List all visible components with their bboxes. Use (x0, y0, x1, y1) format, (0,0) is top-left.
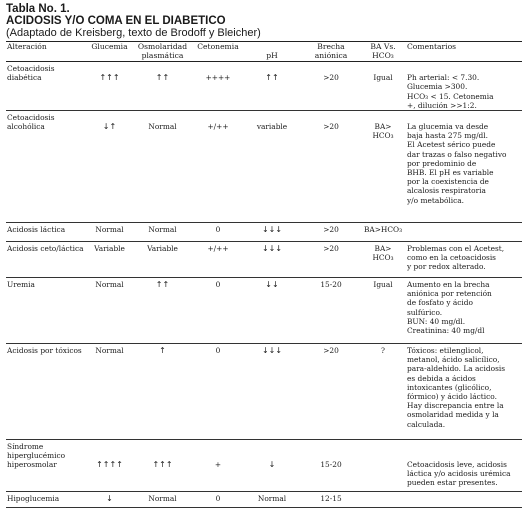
table-row (6, 111, 522, 223)
cell-ph: Normal (242, 492, 302, 508)
cell-alteracion: Acidosis por tóxicos (6, 344, 88, 440)
cell-alteracion: Acidosis ceto/láctica (6, 242, 88, 278)
header-cetonemia: Cetonemia (194, 42, 242, 62)
cell-cetonemia: 0 (194, 278, 242, 344)
cell-ph: ↓↓ (242, 278, 302, 344)
cell-glucemia: ↑↑↑ (88, 62, 131, 111)
cell-brecha: >20 (302, 223, 360, 242)
cell-brecha: >20 (302, 62, 360, 111)
cell-glucemia: Normal (88, 223, 131, 242)
header-brecha: Brecha aniónica (302, 42, 360, 62)
cell-ba: BA>HCO₃ (360, 223, 406, 242)
cell-comentarios: Cetoacidosis leve, acidosis láctica y/o acidosis urémica pueden estar presentes. (406, 440, 522, 492)
cell-cetonemia: 0 (194, 344, 242, 440)
cell-comentarios: Ph arterial: < 7.30. Glucemia >300. HCO₃ < 15. Cetonemia +, dilución >>1:2. (406, 62, 522, 111)
cell-glucemia: ↑↑↑↑ (88, 440, 131, 492)
table-row (6, 344, 522, 440)
cell-brecha: >20 (302, 111, 360, 223)
cell-ba: Igual (360, 62, 406, 111)
header-ba: BA Vs. HCO₃ (360, 42, 406, 62)
cell-alteracion: Cetoacidosis alcohólica (6, 111, 88, 223)
cell-cetonemia: 0 (194, 223, 242, 242)
header-alteracion: Alteración (6, 42, 88, 62)
table-row (6, 223, 522, 242)
header-comentarios: Comentarios (406, 42, 522, 62)
cell-ph: variable (242, 111, 302, 223)
cell-cetonemia: +/++ (194, 111, 242, 223)
cell-glucemia: Variable (88, 242, 131, 278)
cell-alteracion: Uremia (6, 278, 88, 344)
table-label: Tabla No. 1. (6, 3, 70, 15)
cell-osmolaridad: Normal (131, 223, 194, 242)
cell-ph: ↓↓↓ (242, 242, 302, 278)
cell-ba (360, 440, 406, 492)
cell-brecha: 15-20 (302, 278, 360, 344)
cell-ph: ↓↓↓ (242, 223, 302, 242)
cell-osmolaridad: Normal (131, 492, 194, 508)
cell-osmolaridad: Variable (131, 242, 194, 278)
acidosis-table (6, 41, 522, 508)
cell-osmolaridad: ↑↑↑ (131, 440, 194, 492)
cell-glucemia: Normal (88, 344, 131, 440)
table-row (6, 440, 522, 492)
cell-ba: Igual (360, 278, 406, 344)
cell-alteracion: Hipoglucemia (6, 492, 88, 508)
cell-glucemia: ↓ (88, 492, 131, 508)
cell-comentarios (406, 492, 522, 508)
cell-comentarios: La glucemia va desde baja hasta 275 mg/dl. El Acetest sérico puede dar trazas o falso negativo por predominio de BHB. El pH es variable por la coexistencia de alcalosis respiratoria y/o metabólica. (406, 111, 522, 223)
cell-brecha: >20 (302, 344, 360, 440)
table-row (6, 278, 522, 344)
cell-alteracion: Cetoacidosis diabética (6, 62, 88, 111)
cell-comentarios: Problemas con el Acetest, como en la cetoacidosis y por redox alterado. (406, 242, 522, 278)
cell-ba (360, 492, 406, 508)
table-row (6, 492, 522, 508)
cell-alteracion: Acidosis láctica (6, 223, 88, 242)
table-row (6, 62, 522, 111)
cell-comentarios (406, 223, 522, 242)
cell-brecha: 15-20 (302, 440, 360, 492)
cell-osmolaridad: ↑↑ (131, 62, 194, 111)
table-title: ACIDOSIS Y/O COMA EN EL DIABETICO (6, 15, 226, 27)
cell-cetonemia: ++++ (194, 62, 242, 111)
table-row (6, 242, 522, 278)
cell-osmolaridad: Normal (131, 111, 194, 223)
cell-ph: ↑↑ (242, 62, 302, 111)
cell-ba: BA> HCO₃ (360, 111, 406, 223)
cell-alteracion: Síndrome hiperglucémico hiperosmolar (6, 440, 88, 492)
cell-comentarios: Aumento en la brecha aniónica por retención de fosfato y ácido sulfúrico. BUN: 40 mg/dl. Creatinina: 40 mg/dl (406, 278, 522, 344)
cell-glucemia: ↓↑ (88, 111, 131, 223)
header-osmolaridad: Osmolaridad plasmática (131, 42, 194, 62)
header-ph: pH (242, 42, 302, 62)
cell-cetonemia: +/++ (194, 242, 242, 278)
cell-cetonemia: + (194, 440, 242, 492)
header-glucemia: Glucemia (88, 42, 131, 62)
cell-ba: ? (360, 344, 406, 440)
cell-brecha: 12-15 (302, 492, 360, 508)
cell-glucemia: Normal (88, 278, 131, 344)
cell-ph: ↓↓↓ (242, 344, 302, 440)
document-page (6, 3, 522, 508)
cell-osmolaridad: ↑↑ (131, 278, 194, 344)
cell-ph: ↓ (242, 440, 302, 492)
table-header-row (6, 42, 522, 62)
cell-comentarios: Tóxicos: etilenglicol, metanol, ácido salicílico, para-aldehido. La acidosis es debida a ácidos intoxicantes (glicólico, fórmico) y ácido láctico. Hay discrepancia entre la osmolaridad medida y la calculada. (406, 344, 522, 440)
table-subtitle: (Adaptado de Kreisberg, texto de Brodoff y Bleicher) (6, 27, 261, 39)
cell-cetonemia: 0 (194, 492, 242, 508)
cell-osmolaridad: ↑ (131, 344, 194, 440)
cell-brecha: >20 (302, 242, 360, 278)
cell-ba: BA> HCO₃ (360, 242, 406, 278)
